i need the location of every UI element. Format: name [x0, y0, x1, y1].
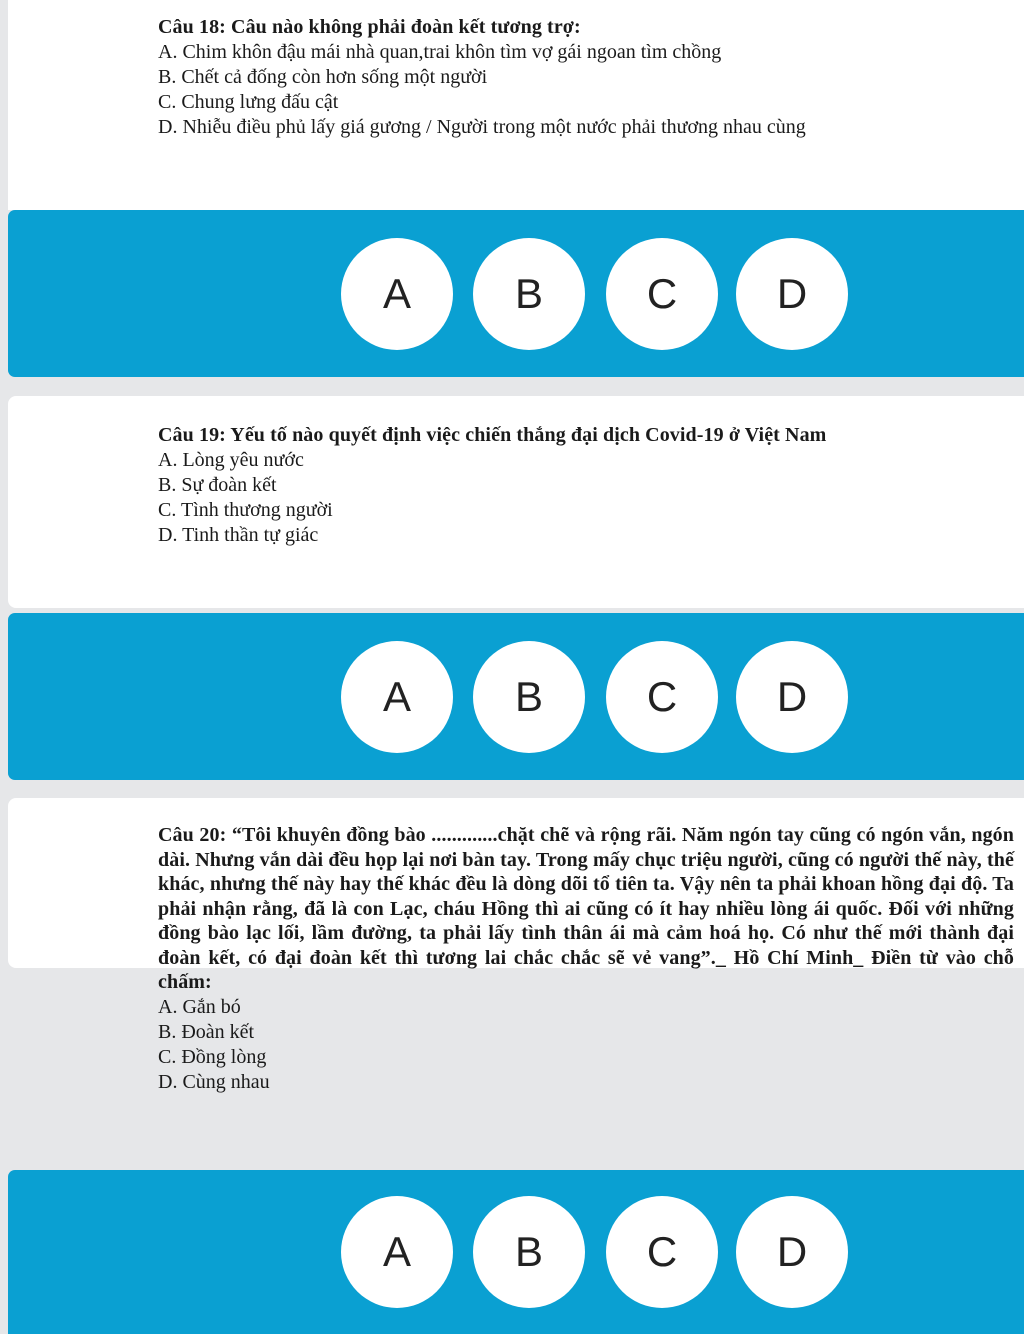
answer-c-button[interactable]: C	[606, 641, 718, 753]
question-18	[158, 15, 1014, 140]
question-title: Câu 20: “Tôi khuyên đồng bào .............chặt chẽ và rộng rãi. Năm ngón tay cũng có ngón vắn, ngón dài. Nhưng vắn dài đều họp lại nơi bàn tay. Trong mấy chục triệu người, cũng có người thế này, thế khác, nhưng thế này hay thế khác đều là dòng dõi tổ tiên ta. Vậy nên ta phải khoan hồng đại độ. Ta phải nhận rằng, đã là con Lạc, cháu Hồng thì ai cũng có ít hay nhiều lòng ái quốc. Đối với những đồng bào lạc lối, lầm đường, ta phải lấy tình thân ái mà cảm hoá họ. Có như thế mới thành đại đoàn kết, có đại đoàn kết thì tương lai chắc chắc sẽ vẻ vang”._ Hồ Chí Minh_ Điền từ vào chỗ chấm:	[158, 824, 1014, 993]
option-b: B. Chết cả đống còn hơn sống một người	[158, 66, 488, 88]
option-d: D. Nhiễu điều phủ lấy giá gương / Người trong một nước phải thương nhau cùng	[158, 116, 806, 138]
question-20	[158, 823, 1014, 1095]
option-c: C. Đồng lòng	[158, 1045, 267, 1068]
answer-b-button[interactable]: B	[473, 641, 585, 753]
option-a: A. Lòng yêu nước	[158, 449, 304, 471]
option-a: A. Chim khôn đậu mái nhà quan,trai khôn tìm vợ gái ngoan tìm chồng	[158, 41, 722, 63]
option-c: C. Chung lưng đấu cật	[158, 91, 339, 113]
option-d: D. Tinh thần tự giác	[158, 524, 319, 546]
answer-c-button[interactable]: C	[606, 1196, 718, 1308]
answer-a-button[interactable]: A	[341, 238, 453, 350]
question-title: Câu 19: Yếu tố nào quyết định việc chiến thắng đại dịch Covid-19 ở Việt Nam	[158, 424, 827, 446]
answer-d-button[interactable]: D	[736, 238, 848, 350]
question-title: Câu 18: Câu nào không phải đoàn kết tương trợ:	[158, 16, 581, 38]
answer-b-button[interactable]: B	[473, 1196, 585, 1308]
answer-b-button[interactable]: B	[473, 238, 585, 350]
answer-d-button[interactable]: D	[736, 641, 848, 753]
option-c: C. Tình thương người	[158, 499, 333, 521]
answer-panel-20	[8, 1170, 1024, 1334]
answer-d-button[interactable]: D	[736, 1196, 848, 1308]
option-b: B. Sự đoàn kết	[158, 474, 277, 496]
answer-a-button[interactable]: A	[341, 1196, 453, 1308]
option-d: D. Cùng nhau	[158, 1070, 270, 1093]
answer-c-button[interactable]: C	[606, 238, 718, 350]
option-a: A. Gắn bó	[158, 995, 241, 1018]
answer-panel-18	[8, 210, 1024, 377]
question-19	[158, 423, 1014, 548]
option-b: B. Đoàn kết	[158, 1020, 255, 1043]
answer-a-button[interactable]: A	[341, 641, 453, 753]
answer-panel-19	[8, 613, 1024, 780]
